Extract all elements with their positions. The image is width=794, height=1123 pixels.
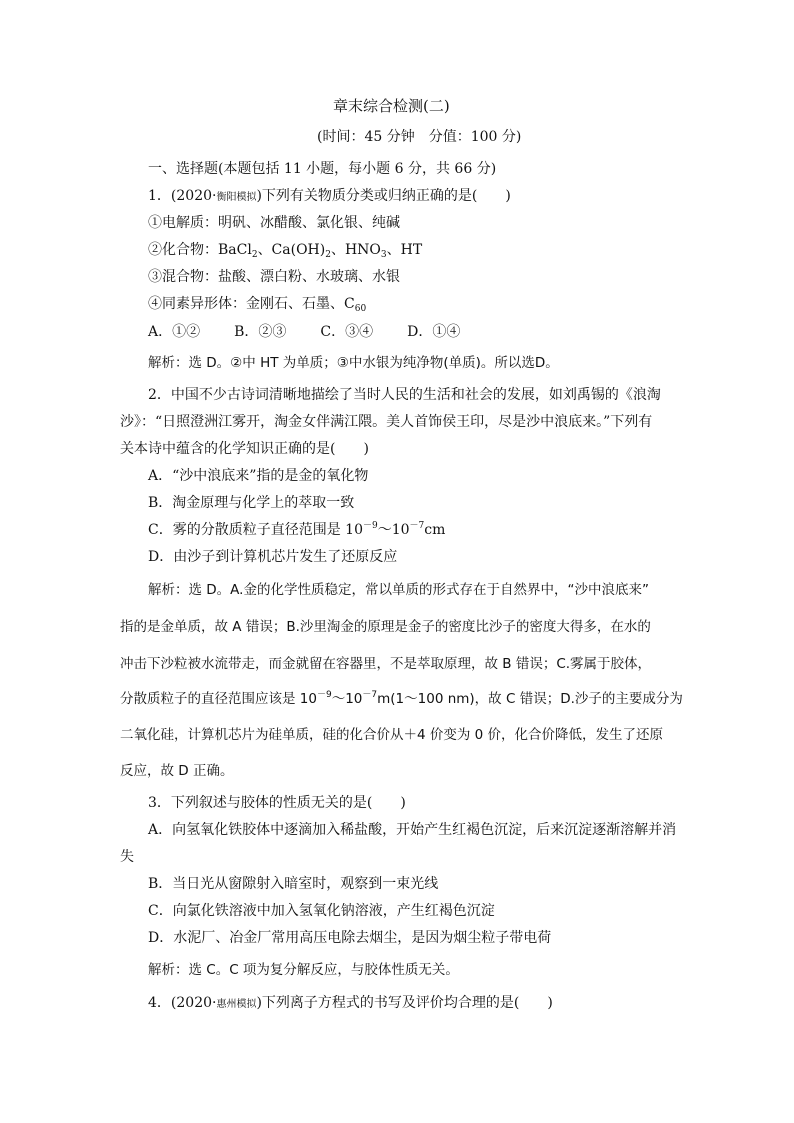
exam-meta: (时间：45 分钟 分值：100 分) (317, 129, 522, 145)
q1-options (148, 323, 460, 341)
q2-option-a: A．“沙中浪底来”指的是金的氧化物 (148, 468, 369, 484)
q1-option-c: C．③④ (320, 324, 374, 340)
q3-option-c: C．向氯化铁溶液中加入氢氧化钠溶液，产生红褐色沉淀 (148, 903, 495, 919)
q2-stem-line-1: 2．中国不少古诗词清晰地描绘了当时人民的生活和社会的发展，如刘禹锡的《浪淘 (148, 387, 661, 403)
q2-analysis-line-4: 分散质粒子的直径范围应该是 $10^{-9}\sim 10^{-7}m(1\sim 100$ nm)，故 C 错误；D.沙子的主要成分为 (120, 690, 683, 707)
q1-item-4: ④同素异形体：金刚石、石墨、$C_{60}$ (148, 296, 367, 314)
q4-stem: 4．(2020·惠州模拟)下列离子方程式的书写及评价均合理的是( ) (148, 995, 553, 1011)
q3-stem: 3．下列叙述与胶体的性质无关的是( ) (148, 795, 406, 811)
q1-item-3: ③混合物：盐酸、漂白粉、水玻璃、水银 (148, 269, 400, 285)
q2-option-c: C．雾的分散质粒子直径范围是 $10^{-9}\sim 10^{-7}cm$ (148, 521, 446, 538)
q2-analysis-line-1: 解析：选 D。A.金的化学性质稳定，常以单质的形式存在于自然界中，“沙中浪底来” (148, 582, 649, 598)
q1-item-2: ②化合物：BaCl$_2$、$Ca(OH)_2$、$HNO_3$、HT (148, 242, 423, 260)
q3-option-a-line-2: 失 (120, 849, 134, 865)
q2-analysis-line-2: 指的是金单质，故 A 错误；B.沙里淘金的原理是金子的密度比沙子的密度大得多，在水的 (120, 619, 651, 635)
q2-stem-line-2: 沙》：“日照澄洲江雾开，淘金女伴满江隈。美人首饰侯王印，尽是沙中浪底来。”下列有 (120, 414, 653, 430)
q3-option-d: D．水泥厂、冶金厂常用高压电除去烟尘，是因为烟尘粒子带电荷 (148, 930, 552, 946)
q3-analysis: 解析：选 C。C 项为复分解反应，与胶体性质无关。 (148, 962, 459, 978)
q1-analysis: 解析：选 D。②中 HT 为单质；③中水银为纯净物(单质)。所以选D。 (148, 355, 559, 371)
q2-option-b: B．淘金原理与化学上的萃取一致 (148, 495, 355, 511)
q1-option-d: D．①④ (407, 324, 461, 340)
q1-option-a: A．①② (148, 324, 201, 340)
q2-analysis-line-6: 反应，故 D 正确。 (120, 763, 234, 779)
q2-analysis-line-5: 二氧化硅，计算机芯片为硅单质，硅的化合价从＋4 价变为 0 价，化合价降低，发生了还原 (120, 727, 664, 743)
q2-option-d: D．由沙子到计算机芯片发生了还原反应 (148, 549, 398, 565)
q1-option-b: B．②③ (234, 324, 287, 340)
section-heading: 一、选择题(本题包括 11 小题，每小题 6 分，共 66 分) (148, 161, 497, 177)
q1-stem: 1．(2020·衡阳模拟)下列有关物质分类或归纳正确的是( ) (148, 188, 511, 204)
q2-stem-line-3: 关本诗中蕴含的化学知识正确的是( ) (120, 441, 369, 457)
q3-option-a-line-1: A．向氢氧化铁胶体中逐滴加入稀盐酸，开始产生红褐色沉淀，后来沉淀逐渐溶解并消 (148, 822, 677, 838)
q1-item-1: ①电解质：明矾、冰醋酸、氯化银、纯碱 (148, 215, 400, 231)
q3-option-b: B．当日光从窗隙射入暗室时，观察到一束光线 (148, 876, 439, 892)
page-title: 章末综合检测(二) (333, 97, 450, 115)
q2-analysis-line-3: 冲击下沙粒被水流带走，而金就留在容器里，不是萃取原理，故 B 错误；C.雾属于胶体， (120, 656, 652, 672)
